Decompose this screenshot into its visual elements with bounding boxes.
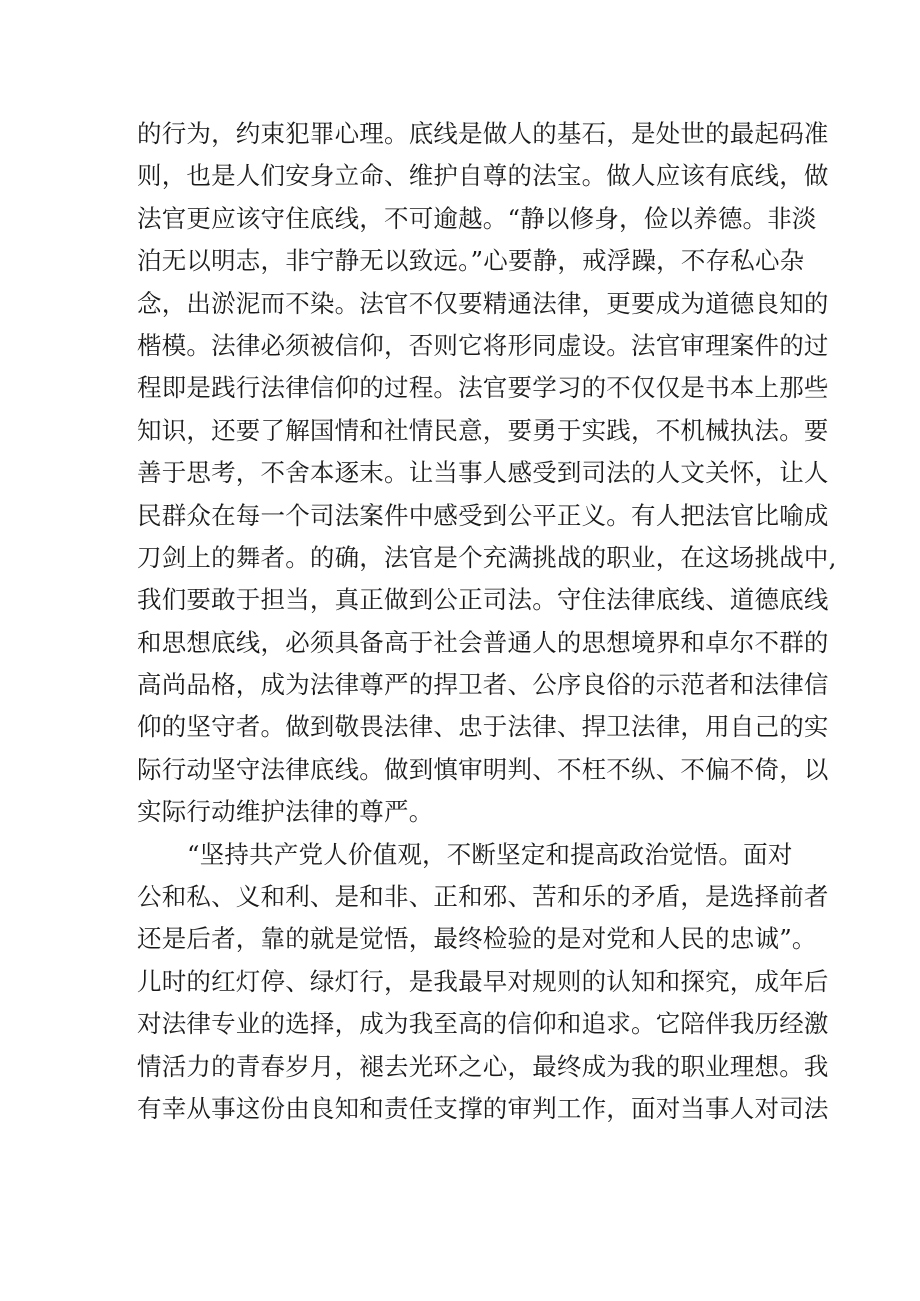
paragraph-2	[137, 834, 829, 1131]
text-line: 我们要敢于担当，真正做到公正司法。守住法律底线、道德底线	[137, 585, 829, 615]
text-line: 对法律专业的选择，成为我至高的信仰和追求。它陪伴我历经激	[137, 1009, 829, 1039]
text-line: 高尚品格，成为法律尊严的捍卫者、公序良俗的示范者和法律信	[137, 670, 829, 700]
text-line: 仰的坚守者。做到敬畏法律、忠于法律、捍卫法律，用自己的实	[137, 712, 829, 742]
text-line: 民群众在每一个司法案件中感受到公平正义。有人把法官比喻成	[137, 500, 829, 530]
text-line: 则，也是人们安身立命、维护自尊的法宝。做人应该有底线，做	[137, 161, 829, 191]
paragraph-1	[137, 113, 837, 834]
text-line: 际行动坚守法律底线。做到慎审明判、不枉不纵、不偏不倚，以	[137, 754, 829, 784]
text-line: 儿时的红灯停、绿灯行，是我最早对规则的认知和探究，成年后	[137, 966, 829, 996]
text-line: 善于思考，不舍本逐末。让当事人感受到司法的人文关怀，让人	[137, 458, 829, 488]
text-line: 公和私、义和利、是和非、正和邪、苦和乐的矛盾，是选择前者	[137, 882, 829, 912]
text-line: 法官更应该守住底线，不可逾越。“静以修身，俭以养德。非淡	[137, 203, 817, 233]
text-line: 楷模。法律必须被信仰，否则它将形同虚设。法官审理案件的过	[137, 330, 829, 360]
text-line: 和思想底线，必须具备高于社会普通人的思想境界和卓尔不群的	[137, 627, 829, 657]
text-line: 刀剑上的舞者。的确，法官是个充满挑战的职业，在这场挑战中,	[137, 542, 837, 572]
text-line: “坚持共产党人价值观，不断坚定和提高政治觉悟。面对	[187, 839, 793, 869]
text-line: 泊无以明志，非宁静无以致远。”心要静，戒浮躁，不存私心杂	[137, 246, 805, 276]
text-line: 实际行动维护法律的尊严。	[137, 797, 434, 827]
text-line: 知识，还要了解国情和社情民意，要勇于实践，不机械执法。要	[137, 415, 829, 445]
text-line: 还是后者，靠的就是觉悟，最终检验的是对党和人民的忠诚”。	[137, 924, 817, 954]
document-body	[137, 113, 837, 1130]
text-line: 的行为，约束犯罪心理。底线是做人的基石，是处世的最起码准	[137, 119, 829, 148]
text-line: 程即是践行法律信仰的过程。法官要学习的不仅仅是书本上那些	[137, 373, 829, 403]
text-line: 情活力的青春岁月，褪去光环之心，最终成为我的职业理想。我	[137, 1051, 829, 1081]
text-line: 有幸从事这份由良知和责任支撑的审判工作，面对当事人对司法	[137, 1093, 829, 1123]
text-line: 念，出淤泥而不染。法官不仅要精通法律，更要成为道德良知的	[137, 288, 829, 318]
